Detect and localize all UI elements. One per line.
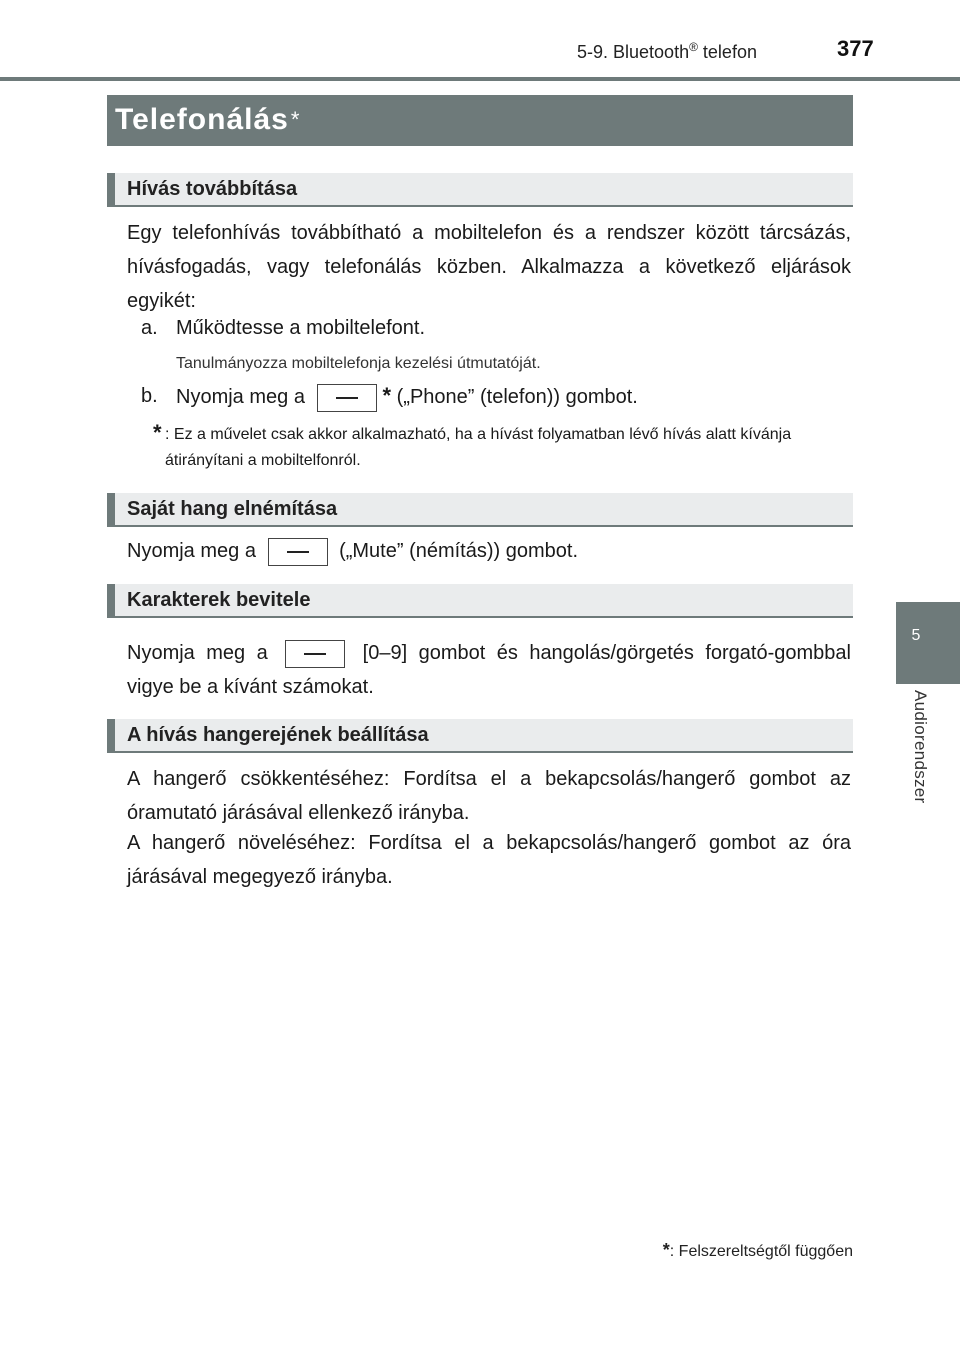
page-title [115,100,300,140]
chapter-label: Audiorendszer [911,690,930,804]
chapter-number: 5 [911,627,921,644]
step-b-pre: Nyomja meg a [176,386,305,408]
section-heading-text: Saját hang elnémítása [127,498,338,520]
section-heading-mute [107,493,853,527]
step-a-note: Tanulmányozza mobiltelefonja kezelési útmutatóját. [176,355,541,372]
section-suffix: telefon [697,42,757,62]
footnote [663,1240,853,1261]
title-star: * [290,107,301,132]
volume-increase: A hangerő növeléséhez: Fordítsa el a bekapcsolás/hangerő gombot az óra járásával megegyező irányba. [127,832,851,888]
page-number: 377 [837,36,874,61]
step-a-text: Működtesse a mobiltelefont. [176,317,426,339]
section-heading-forward [107,173,853,207]
section-heading-volume [107,719,853,753]
step-b-label: b. [141,385,158,407]
mute-button-icon [268,538,328,566]
chars-instruction [127,636,851,704]
chars-post: [0–9] gombot és hangolás/görgetés forgató-gombbal vigye be a kívánt számokat. [127,642,851,698]
header-rule [0,77,960,81]
note-mark: * [153,420,162,445]
step-a-label: a. [141,317,158,339]
mute-post: („Mute” (némítás)) gombot. [339,540,579,562]
section-header [577,40,757,63]
forward-intro: Egy telefonhívás továbbítható a mobiltelefon és a rendszer között tárcsázás, hívásfogadás, vagy telefonálás közben. Alkalmazza a következő eljárások egyikét: [127,222,851,312]
section-heading-text: Karakterek bevitele [127,589,311,611]
digits-button-icon [285,640,345,668]
section-prefix: 5-9. Bluetooth [577,42,690,62]
section-heading-text: Hívás továbbítása [127,178,298,200]
step-b-star: * [382,383,392,408]
note-text: : Ez a művelet csak akkor alkalmazható, ha a hívást folyamatban lévő hívás alatt kívánja átirányítani a mobiltelfonról. [165,426,792,469]
mute-instruction [127,534,578,568]
page-title-text: Telefonálás [115,103,289,136]
note-star [153,416,162,451]
footnote-mark: * [662,1240,670,1260]
phone-button-icon [317,384,377,412]
step-b-post: („Phone” (telefon)) gombot. [396,386,638,408]
chars-pre: Nyomja meg a [127,642,268,664]
mute-pre: Nyomja meg a [127,540,256,562]
section-heading-text: A hívás hangerejének beállítása [127,724,429,746]
footnote-text: : Felszereltségtől függően [669,1243,853,1260]
volume-decrease: A hangerő csökkentéséhez: Fordítsa el a bekapcsolás/hangerő gombot az óramutató járásával ellenkező irányba. [127,768,851,824]
step-b-text [176,379,638,414]
registered-mark: ® [689,40,698,54]
section-heading-chars [107,584,853,618]
